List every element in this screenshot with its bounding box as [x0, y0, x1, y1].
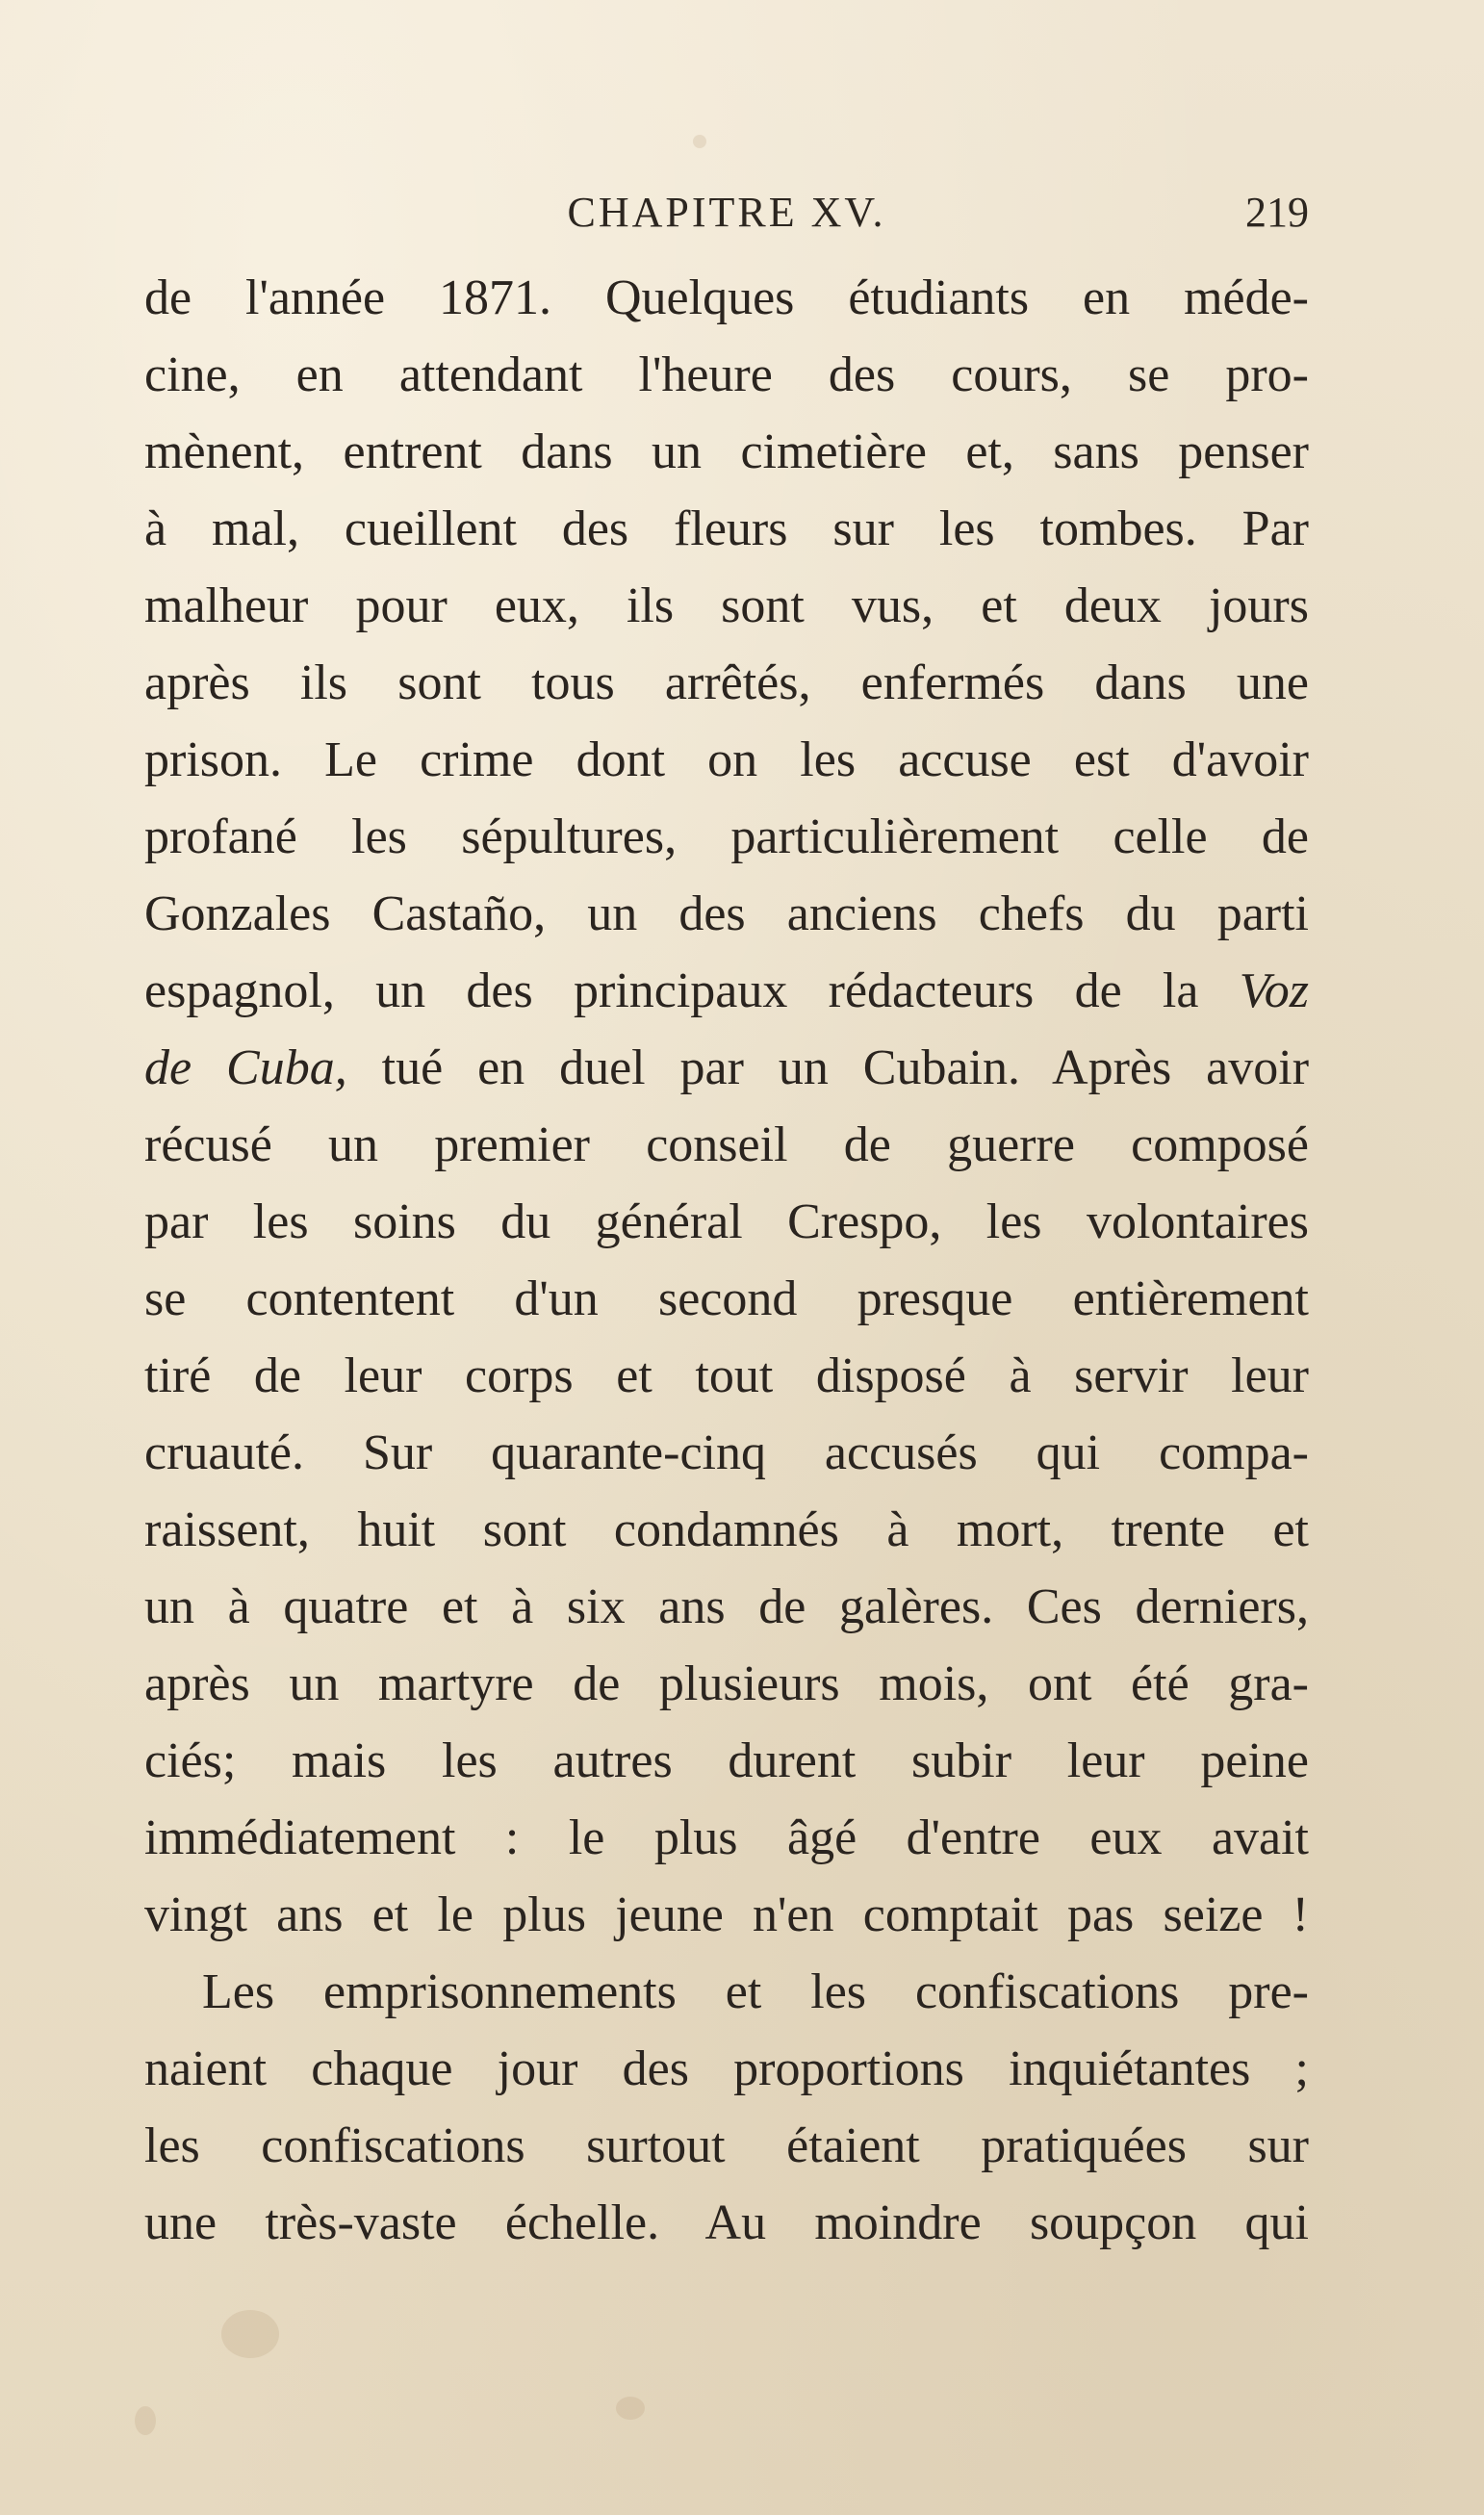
- text-line: [144, 1030, 1309, 1107]
- text-line: se contentent d'un second presque entièrement: [144, 1271, 1309, 1326]
- text-line: raissent, huit sont condamnés à mort, trente et: [144, 1502, 1309, 1557]
- text-line: Gonzales Castaño, un des anciens chefs du parti: [144, 886, 1309, 941]
- chapter-title: CHAPITRE XV.: [567, 189, 886, 236]
- text-line: par les soins du général Crespo, les volontaires: [144, 1194, 1309, 1249]
- text-line: cruauté. Sur quarante-cinq accusés qui compa-: [144, 1425, 1309, 1480]
- text-line: tiré de leur corps et tout disposé à servir leur: [144, 1348, 1309, 1403]
- running-head: [144, 188, 1309, 245]
- text-segment: tué en duel par un Cubain. Après avoir: [346, 1040, 1310, 1095]
- text-line: les confiscations surtout étaient pratiquées sur: [144, 2118, 1309, 2173]
- italic-title: Voz: [1239, 963, 1309, 1018]
- text-line: prison. Le crime dont on les accuse est d'avoir: [144, 732, 1309, 787]
- paper-stain: [693, 135, 706, 148]
- text-line: de l'année 1871. Quelques étudiants en méde-: [144, 270, 1309, 325]
- paper-stain: [616, 2397, 645, 2420]
- text-line: à mal, cueillent des fleurs sur les tombes. Par: [144, 501, 1309, 556]
- text-line: une très-vaste échelle. Au moindre soupçon qui: [144, 2195, 1309, 2250]
- text-line: malheur pour eux, ils sont vus, et deux jours: [144, 578, 1309, 633]
- text-line: mènent, entrent dans un cimetière et, sans penser: [144, 424, 1309, 479]
- text-line: [144, 953, 1309, 1030]
- paper-stain: [135, 2406, 156, 2435]
- text-line: naient chaque jour des proportions inquiétantes ;: [144, 2041, 1309, 2096]
- text-line: Les emprisonnements et les confiscations pre-: [202, 1964, 1309, 2019]
- text-line: récusé un premier conseil de guerre composé: [144, 1117, 1309, 1172]
- text-line: après un martyre de plusieurs mois, ont été gra-: [144, 1656, 1309, 1711]
- text-line: un à quatre et à six ans de galères. Ces derniers,: [144, 1579, 1309, 1634]
- italic-title: de Cuba,: [144, 1040, 347, 1095]
- text-line: profané les sépultures, particulièrement celle de: [144, 809, 1309, 864]
- text-line: vingt ans et le plus jeune n'en comptait pas seize !: [144, 1887, 1309, 1942]
- text-segment: espagnol, un des principaux rédacteurs de la: [144, 963, 1240, 1018]
- text-line: cine, en attendant l'heure des cours, se pro-: [144, 347, 1309, 402]
- text-line: après ils sont tous arrêtés, enfermés dans une: [144, 655, 1309, 710]
- paper-stain: [221, 2310, 279, 2358]
- page-number: 219: [1245, 189, 1309, 236]
- text-line: immédiatement : le plus âgé d'entre eux avait: [144, 1810, 1309, 1865]
- text-line: ciés; mais les autres durent subir leur peine: [144, 1733, 1309, 1788]
- body-text: [144, 260, 1309, 2262]
